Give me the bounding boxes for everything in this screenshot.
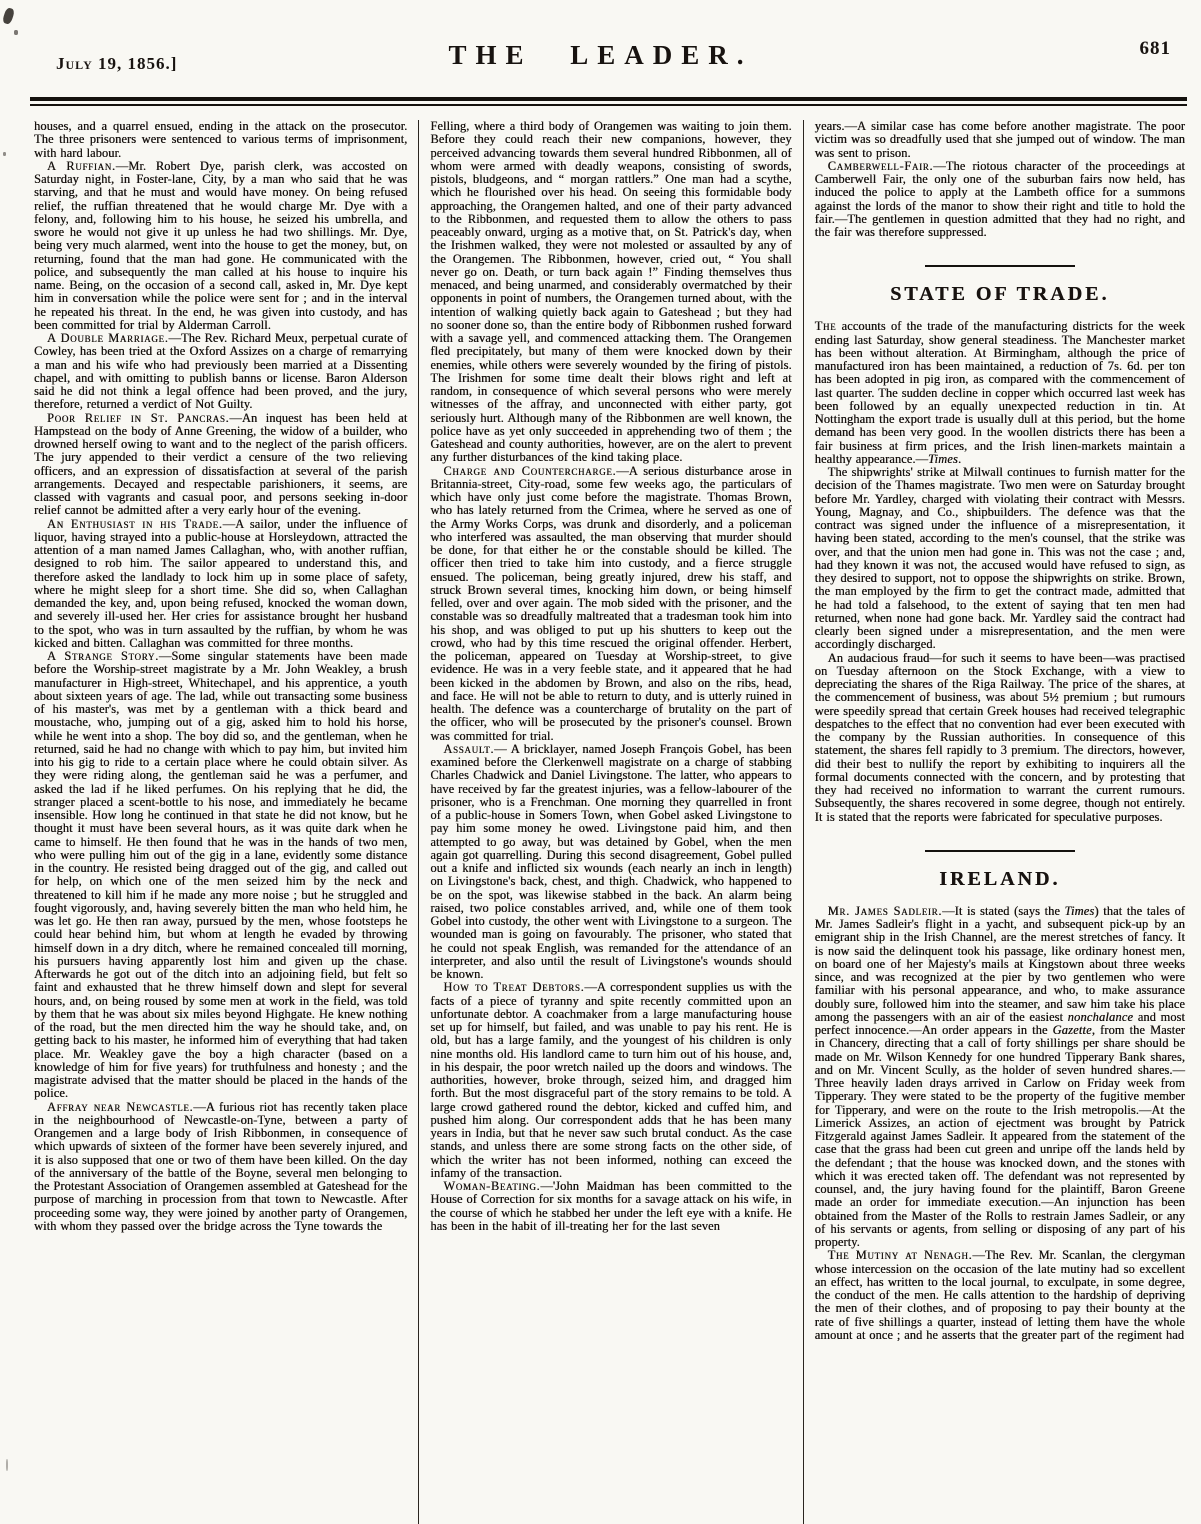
item-label: How to Treat Debtors.	[443, 980, 585, 995]
news-item: An Enthusiast in his Trade.—A sailor, under the influence of liquor, having strayed into a public-house at Horsleydown, attracted the attention of a man named James Callaghan, who, with another ruffian, designed to rob him. The sailor appeared to understand this, and therefore asked the landlady to lock him up in some place of safety, where he might sleep for a short time. She did so, when Callaghan demanded the key, and, upon being refused, knocked the woman down, and severely ill-used her. Her cries for assistance brought her husband to the spot, who was in turn assaulted by the ruffian, by whom he was kicked and bitten. Callaghan was committed for three months.	[34, 516, 408, 650]
issue-date: July 19, 1856.]	[56, 54, 178, 73]
news-item: Woman-Beating.—'John Maidman has been committed to the House of Correction for six months for a savage attack on his wife, in the course of which he stabbed her under the left eye with a knife. He has been in the habit of ill-treating her for the last seven	[430, 1179, 792, 1233]
news-item: A Strange Story.—Some singular statements have been made before the Worship-street magistrate by a Mr. John Weakley, a brush manufacturer in High-street, Whitechapel, and his apprentice, a youth about sixteen years of age. The lad, while out transacting some business of his master's, was met by a gentleman with a thick beard and moustache, who, jumping out of a gig, asked him to hold his horse, while he went into a shop. The boy did so, and the gentleman, when he returned, said he had no change with which to pay him, but invited him into his gig to ride to a certain place where he could obtain silver. As they were riding along, the gentleman said he was a perfumer, and asked the lad if he liked perfumes. On his replying that he did, the stranger placed a scent-bottle to his nose, and immediately he became insensible. How long he continued in that state he did not know, but he thought it must have been several hours, as it was quite dark when he came to himself. He then found that he was in the hands of two men, who were pulling him out of the gig in a lane, evidently some distance in the country. He resisted being dragged out of the gig, and called out for help, on which one of the men seized him by the neck and threatened to kill him if he made any more noise ; but he struggled and fought vigorously, and, having severely bitten the man who held him, he was let go. He then ran away, pursued by the men, whose footsteps he could hear behind him, but whom at length he evaded by throwing himself down in a dry ditch, where he remained concealed till morning, his pursuers having apparently lost him and given up the chase. Afterwards he got out of the ditch into an adjoining field, but felt so faint and exhausted that he threw himself down and slept for several hours, and, on being roused by some men at work in the field, was told by them that he was about six miles beyond Highgate. He knew nothing of the road, but the men directed him the way he should take, and, on getting back to his master, he informed him of everything that had taken place. Mr. Weakley gave the boy a high character (based on a knowledge of him for five years) for truthfulness and honesty ; and the magistrate advised that the matter should be placed in the hands of the police.	[34, 649, 408, 1101]
news-item: The Mutiny at Nenagh.—The Rev. Mr. Scanlan, the clergyman whose intercession on the occasion of the late mutiny had so excellent an effect, has written to the local journal, to exculpate, in some degree, the conduct of the men. He calls attention to the hardship of depriving the men of their clothes, and of proposing to pay their bounty at the rate of five shillings a quarter, instead of letting them have the whole amount at once ; and he asserts that the greater part of the regiment had	[814, 1248, 1185, 1342]
scan-artifact	[14, 30, 18, 35]
scan-artifact	[6, 1459, 8, 1471]
news-item: Assault.— A bricklayer, named Joseph François Gobel, has been examined before the Clerkenwell magistrate on a charge of stabbing Charles Chadwick and Daniel Livingstone. The latter, who appears to have received by far the greatest injuries, was a fellow-labourer of the prisoner, who is a Frenchman. One morning they quarrelled in front of a public-house in Somers Town, when Gobel asked Livingstone to pay him some money he owed. Livingstone paid him, and then attempted to go away, but was detained by Gobel, when the men again got quarrelling. During this second disagreement, Gobel pulled out a knife and inflicted six wounds (each nearly an inch in length) on Livingstone's back, chest, and thigh. Chadwick, who happened to be on the spot, was likewise stabbed in the back. An alarm being raised, two police constables arrived, and, while one of them took Gobel into custody, the other went with Livingstone to a surgeon. The wounded man is going on favourably. The prisoner, who stated that he could not speak English, was remanded for the attendance of an interpreter, and also until the result of Livingstone's wounds should be known.	[430, 741, 792, 981]
news-item: The accounts of the trade of the manufacturing districts for the week ending last Saturday, show general steadiness. The Manchester market has been without alteration. At Birmingham, although the price of manufactured iron has been maintained, a reduction of 7s. 6d. per ton has been adopted in pig iron, as compared with the commencement of last quarter. The sudden decline in copper which occurred last week has been followed by an equally unexpected reduction in tin. At Nottingham the export trade is usually dull at this period, but the home demand has been very good. In the woollen districts there has been a fair business at firm prices, and the Irish linen-markets maintain a healthy appearance.—Times.	[814, 319, 1185, 466]
page-columns	[34, 120, 1187, 1524]
news-item: Mr. James Sadleir.—It is stated (says the Times) that the tales of Mr. James Sadleir's flight in a yacht, and subsequent pick-up by an emigrant ship in the Irish Channel, are the merest stretches of fancy. It is now said the delinquent took his passage, like ordinary honest men, on board one of her Majesty's mails at Kingstown about three weeks since, and was recognized at the pier by two gentlemen who were familiar with his personal appearance, and who, to make assurance doubly sure, followed him into the steamer, and saw him take his place among the passengers with an air of the easiest nonchalance and most perfect innocence.—An order appears in the Gazette, from the Master in Chancery, directing that a call of forty shillings per share should be made on Mr. Wilson Kennedy for one hundred Tipperary Bank shares, and on Mr. Vincent Scully, as the holder of seven hundred shares.—Three heavily laden drays arrived in Carlow on Friday week from Tipperary. They were stated to be the property of the fugitive member for Tipperary, and were on the route to the Irish metropolis.—At the Limerick Assizes, an action of ejectment was brought by Patrick Fitzgerald against James Sadleir. It appeared from the statement of the case that the grass had been cut green and unripe off the lands held by the defendant ; that the house was knocked down, and the stones with which it was erected taken off. The defendant was not represented by counsel, and, the jury having found for the plaintiff, Baron Greene made an order for immediate execution.—An injunction has been obtained from the Master of the Rolls to restrain James Sadleir, or any of his servants or agents, from selling or disposing of any part of his property.	[814, 903, 1185, 1249]
item-label: An Enthusiast in his Trade.	[47, 516, 223, 531]
section-heading: STATE OF TRADE.	[890, 283, 1110, 306]
continuation-paragraph: An audacious fraud—for such it seems to have been—was practised on Tuesday afternoon on the Stock Exchange, with a view to depreciating the shares of the Riga Railway. The price of the shares, at the commencement of business, was about 5½ premium ; but rumours were speedily spread that certain Greek houses had received telegraphic despatches to the effect that no convention had ever been executed with the company by the Russian authorities. In consequence of this statement, the shares fell rapidly to 3 premium. The directors, however, did their best to nullify the report by exhibiting to inquirers all the formal documents connected with the concern, and by protesting that they had received no information to warrant the current rumours. Subsequently, the shares recovered in some degree, though not entirely. It is stated that the reports were fabricated for speculative purposes.	[814, 650, 1185, 824]
item-label: The Mutiny at Nenagh.	[827, 1248, 973, 1263]
news-item: Camberwell-Fair.—The riotous character of the proceedings at Camberwell Fair, the only one of the suburban fairs now held, has induced the police to apply at the Lambeth office for a summons against the lords of the manor to show their right and title to hold the fair.—The gentlemen in question admitted that they had no right, and the fair was therefore suppressed.	[814, 158, 1185, 239]
continuation-paragraph: years.—A similar case has come before another magistrate. The poor victim was so dreadfully used that she jumped out of window. The man was sent to prison.	[814, 119, 1185, 160]
item-label: Mr. James Sadleir.	[827, 903, 943, 918]
item-label: A Double Marriage.	[47, 331, 169, 345]
continuation-paragraph: Felling, where a third body of Orangemen was waiting to join them. Before they could reach their new companions, however, they perceived advancing towards them several hundred Ribbonmen, all of whom were armed with deadly weapons, consisting of swords, pistols, bludgeons, and “ morgan rattlers.” One man had a scythe, which he flourished over his head. On seeing this formidable body approaching, the Orangemen halted, and one of their party advanced to the Ribbonmen, and requested them to allow the others to pass peaceably onward, urging as a motive that, on St. Patrick's day, when the Irishmen walked, they were not molested or assaulted by any of the Orangemen. The Ribbonmen, however, cried out, “ You shall never go on. Death, or turn back again !” Finding themselves thus menaced, and being unarmed, and considerably overmatched by their opponents in point of numbers, the Orangemen turned about, with the intention of walking quietly back again to Gateshead ; but they had no sooner done so, than the entire body of Ribbonmen rushed forward with a savage yell, and commenced attacking them. The Orangemen fled precipitately, but many of them were knocked down by their enemies, while others were severely wounded by the firing of pistols. The Irishmen for some time dealt their blows right and left at random, in consequence of which several persons who were merely witnesses of the affray, and unconnected with either party, got seriously hurt. Although many of the Ribbonmen are well known, the police have as yet only succeeded in apprehending two of them ; the Gateshead and county authorities, however, are on the alert to prevent any further disturbances of the kind taking place.	[430, 119, 792, 465]
item-label: Charge and Countercharge.	[443, 463, 617, 478]
item-label: Assault.	[443, 741, 495, 756]
masthead-rule	[30, 97, 1187, 106]
news-item: Poor Relief in St. Pancras.—An inquest has been held at Hampstead on the body of Anne Greening, the widow of a builder, who drowned herself owing to want and to the neglect of the parish officers. The jury appended to their verdict a censure of the two relieving officers, and an expression of dissatisfaction at several of the parish arrangements. Decayed and respectable parishioners, it seems, are classed with vagrants and casual poor, and persons seeking in-door relief cannot be admitted after a very early hour of the evening.	[34, 410, 408, 518]
page-number: 681	[1139, 38, 1171, 59]
column-1	[34, 120, 418, 1524]
news-item: A Double Marriage.—The Rev. Richard Meux, perpetual curate of Cowley, has been tried at the Oxford Assizes on a charge of remarrying a man and his wife who had previously been married at a Dissenting chapel, and with omitting to publish banns or license. Baron Alderson said he did not think a legal offence had been proved, and the jury, therefore, returned a verdict of Not Guilty.	[34, 331, 408, 412]
column-2	[418, 120, 802, 1524]
news-item: How to Treat Debtors.—A correspondent supplies us with the facts of a piece of tyranny and spite recently committed upon an unfortunate debtor. A coachmaker from a large manufacturing house set up for himself, but failed, and was unable to pay his rent. He is old, but has a large family, and the youngest of his children is only nine months old. His landlord came to turn him out of his house, and, in his despair, the poor wretch nailed up the doors and windows. The authorities, however, broke through, seized him, and dragged him forth. But the most disgraceful part of the story remains to be told. A large crowd gathered round the debtor, kicked and cuffed him, and pushed him along. Our correspondent adds that he has been many years in India, but that he never saw such brutal conduct. As the case stands, and unless there are some strong facts on the other side, of which the writer has not been informed, nothing can exceed the infamy of the transaction.	[430, 980, 792, 1180]
item-label: A Ruffian.	[47, 158, 116, 173]
item-label: A Strange Story.	[47, 649, 159, 663]
item-label: Woman-Beating.	[443, 1179, 541, 1193]
scan-artifact	[3, 152, 6, 156]
continuation-paragraph: houses, and a quarrel ensued, ending in the attack on the prosecutor. The three prisoners were sentenced to various terms of imprisonment, with hard labour.	[34, 119, 408, 160]
item-label: The	[814, 319, 837, 334]
scan-artifact	[2, 7, 16, 25]
newspaper-title: THE LEADER.	[448, 40, 753, 70]
item-label: Affray near Newcastle.	[47, 1099, 194, 1114]
item-label: Camberwell-Fair.	[827, 158, 934, 173]
news-item: Charge and Countercharge.—A serious disturbance arose in Britannia-street, City-road, some few weeks ago, the particulars of which have only just come before the magistrate. Thomas Brown, who has lately returned from the Crimea, where he served as one of the Army Works Corps, was drunk and disorderly, and a policeman who interfered was assaulted, the man observing that murder should be done, for that either he or the constable should be killed. The officer then tried to take him into custody, and a fierce struggle ensued. The policeman, being greatly injured, drew his staff, and struck Brown several times, knocking him down, or being himself felled, over and over again. The mob sided with the prisoner, and the constable was so dreadfully maltreated that a tradesman took him into his shop, and was obliged to put up his shutters to keep out the crowd, who had by this time rescued the original offender. Herbert, the policeman, appeared on Tuesday at Worship-street, to give evidence. He was in a very feeble state, and it appeared that he had been kicked in the abdomen by Brown, and also on the ribs, head, and face. He will not be able to return to duty, and is utterly ruined in health. The defence was a countercharge of brutality on the part of the officer, who will be prosecuted by the prisoner's counsel. Brown was committed for trial.	[430, 463, 792, 743]
continuation-paragraph: The shipwrights' strike at Milwall continues to furnish matter for the decision of the Thames magistrate. Two men were on Saturday brought before Mr. Yardley, charged with violating their contract with Messrs. Young, Magnay, and Co., shipbuilders. The defence was that the contract was signed under the influence of a misrepresentation, it having been stated, according to the men's counsel, that the strike was over, and that the union men had gone in. This was not the case ; and, had they known it was not, the accused would have refused to sign, as they desired to support, not to oppose the shipwrights on strike. Brown, the man employed by the firm to get the contract made, admitted that he had told a falsehood, to the extent of saying that ten men had returned, when none had gone back. Mr. Yardley said the contract had clearly been signed under a misrepresentation, and the men were accordingly discharged.	[814, 465, 1185, 652]
section-divider-rule	[925, 265, 1075, 267]
item-label: Poor Relief in St. Pancras.	[47, 410, 230, 425]
column-3	[803, 120, 1187, 1524]
news-item: A Ruffian.—Mr. Robert Dye, parish clerk, was accosted on Saturday night, in Foster-lane, City, by a man who said that he was starving, and that he must and would have money. On being refused relief, the ruffian threatened that he would charge Mr. Dye with a felony, and, following him to his house, he seized his umbrella, and swore he would not give it up unless he had two shillings. Mr. Dye, being very much alarmed, went into the house to get the money, but, on returning, found that the man had gone. He communicated with the police, and subsequently the man called at his house to inquire his name. Being, on the occasion of a second call, asked in, Mr. Dye kept him in conversation while the police were sent for ; and in the interval he repeated his threat. In the end, he was given into custody, and has been committed for trial by Alderman Carroll.	[34, 158, 408, 332]
news-item: Affray near Newcastle.—A furious riot has recently taken place in the neighbourhood of Newcastle-on-Tyne, between a party of Orangemen and a large body of Irish Ribbonmen, in consequence of which upwards of sixteen of the former have been severely injured, and it is also supposed that one or two of them have been killed. On the day of the anniversary of the battle of the Boyne, several men belonging to the Protestant Association of Orangemen assembled at Gateshead for the purpose of marching in procession from that town to Newcastle. After proceeding some way, they were joined by another party of Orangemen, with whom they passed over the bridge across the Tyne towards the	[34, 1099, 408, 1233]
section-heading: IRELAND.	[939, 867, 1061, 890]
section-divider-rule	[925, 850, 1075, 852]
